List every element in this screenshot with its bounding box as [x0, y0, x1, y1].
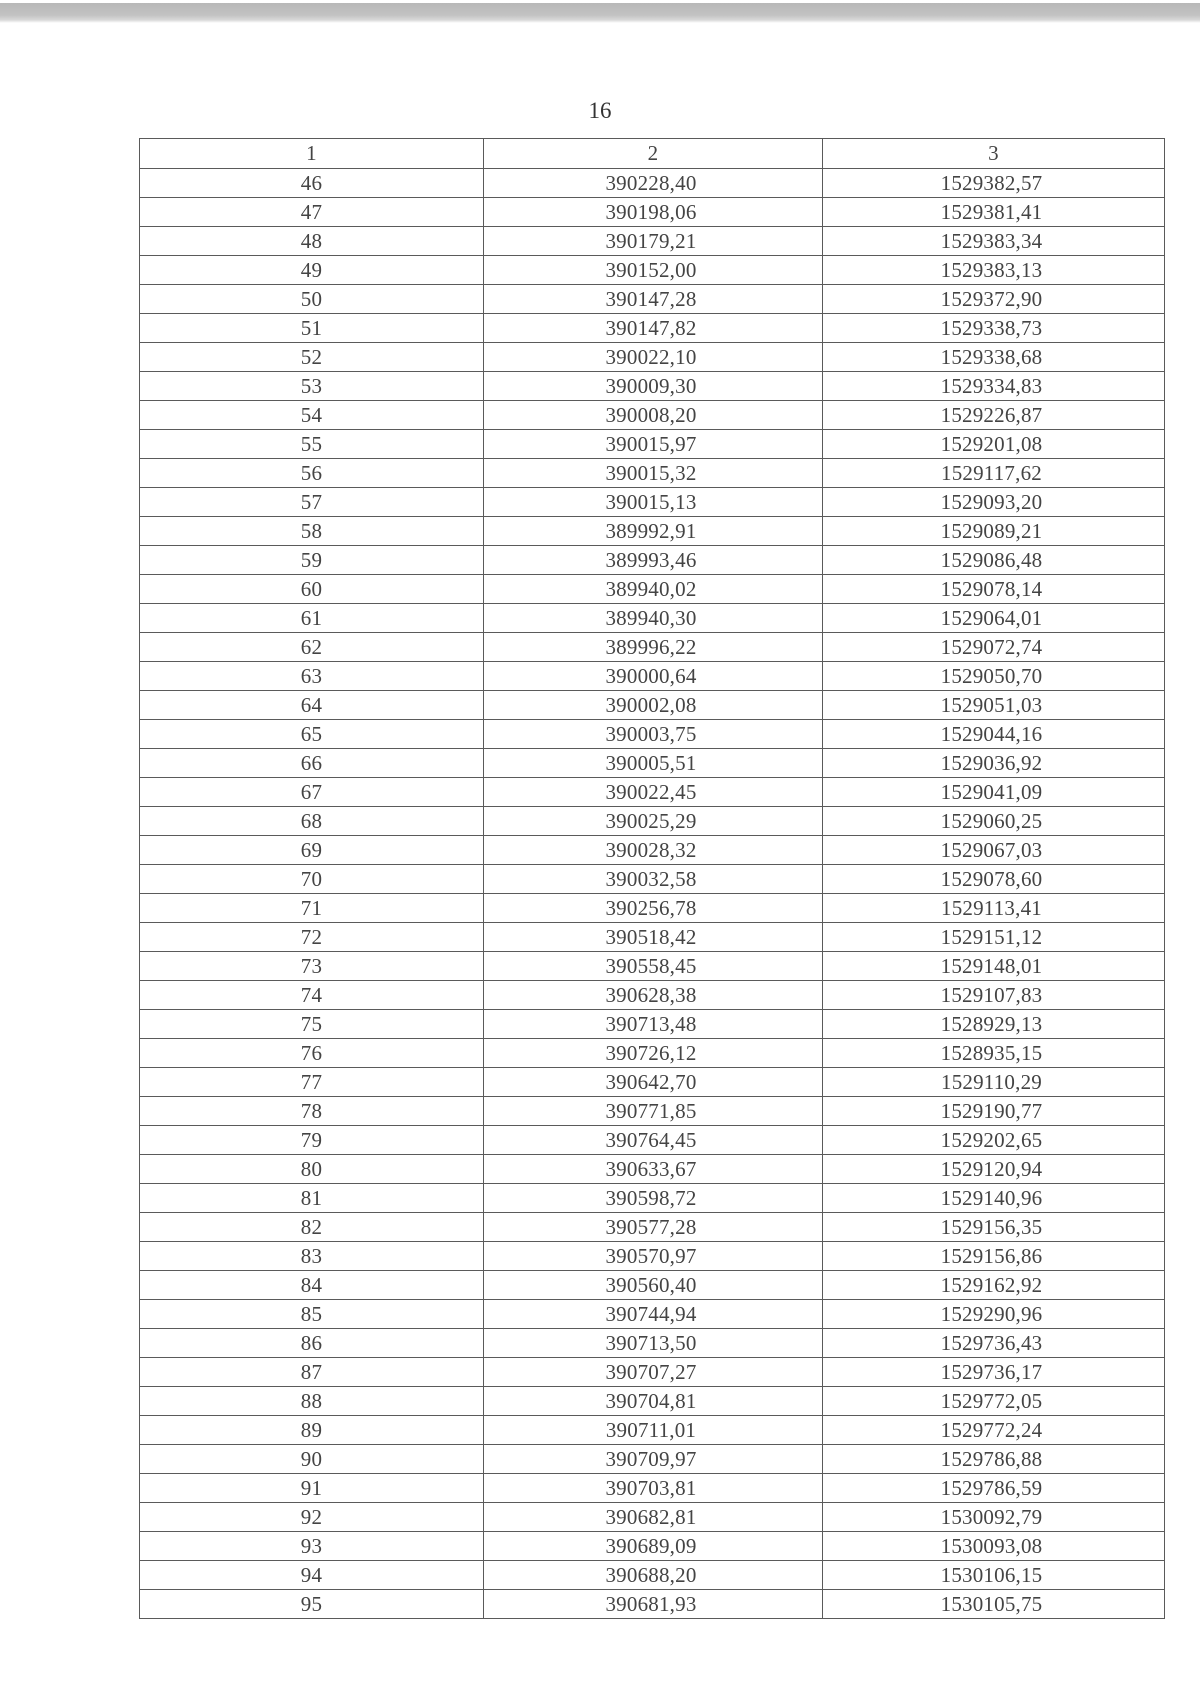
table-row [140, 227, 1165, 256]
point-number-cell: 77 [140, 1068, 484, 1097]
point-number-cell: 66 [140, 749, 484, 778]
table-row [140, 865, 1165, 894]
coordinate-x-cell: 390711,01 [484, 1416, 823, 1445]
table-row [140, 1503, 1165, 1532]
column-header-2: 2 [484, 139, 823, 169]
coordinate-x-cell: 390228,40 [484, 169, 823, 198]
coordinate-x-cell: 390707,27 [484, 1358, 823, 1387]
coordinate-y-cell: 1529044,16 [823, 720, 1165, 749]
coordinates-table-wrapper [139, 138, 1164, 1619]
coordinate-y-cell: 1530105,75 [823, 1590, 1165, 1619]
column-header-1: 1 [140, 139, 484, 169]
coordinate-x-cell: 390025,29 [484, 807, 823, 836]
table-row [140, 1416, 1165, 1445]
coordinate-y-cell: 1529381,41 [823, 198, 1165, 227]
page-number: 16 [588, 98, 612, 123]
table-row [140, 256, 1165, 285]
coordinate-y-cell: 1529051,03 [823, 691, 1165, 720]
coordinate-x-cell: 390256,78 [484, 894, 823, 923]
table-row [140, 923, 1165, 952]
column-header-3: 3 [823, 139, 1165, 169]
coordinate-y-cell: 1529383,34 [823, 227, 1165, 256]
table-row [140, 807, 1165, 836]
coordinate-x-cell: 390598,72 [484, 1184, 823, 1213]
point-number-cell: 69 [140, 836, 484, 865]
coordinate-y-cell: 1529110,29 [823, 1068, 1165, 1097]
coordinate-x-cell: 390198,06 [484, 198, 823, 227]
coordinate-x-cell: 390008,20 [484, 401, 823, 430]
coordinate-x-cell: 390147,82 [484, 314, 823, 343]
point-number-cell: 91 [140, 1474, 484, 1503]
table-row [140, 1242, 1165, 1271]
table-row [140, 778, 1165, 807]
coordinate-x-cell: 389992,91 [484, 517, 823, 546]
table-row [140, 343, 1165, 372]
coordinate-y-cell: 1529202,65 [823, 1126, 1165, 1155]
coordinate-x-cell: 390028,32 [484, 836, 823, 865]
coordinate-y-cell: 1529078,14 [823, 575, 1165, 604]
table-row [140, 1590, 1165, 1619]
coordinate-x-cell: 390682,81 [484, 1503, 823, 1532]
coordinate-y-cell: 1529334,83 [823, 372, 1165, 401]
coordinate-x-cell: 390002,08 [484, 691, 823, 720]
coordinates-table [139, 138, 1165, 1619]
table-row [140, 1184, 1165, 1213]
table-row [140, 633, 1165, 662]
point-number-cell: 87 [140, 1358, 484, 1387]
point-number-cell: 82 [140, 1213, 484, 1242]
coordinate-y-cell: 1529772,05 [823, 1387, 1165, 1416]
coordinate-x-cell: 389996,22 [484, 633, 823, 662]
table-row [140, 372, 1165, 401]
table-row [140, 720, 1165, 749]
table-row [140, 546, 1165, 575]
coordinate-x-cell: 390152,00 [484, 256, 823, 285]
coordinate-y-cell: 1529120,94 [823, 1155, 1165, 1184]
coordinate-y-cell: 1529041,09 [823, 778, 1165, 807]
table-row [140, 1474, 1165, 1503]
coordinate-x-cell: 390726,12 [484, 1039, 823, 1068]
coordinate-y-cell: 1529060,25 [823, 807, 1165, 836]
coordinate-y-cell: 1529736,43 [823, 1329, 1165, 1358]
coordinate-x-cell: 390713,48 [484, 1010, 823, 1039]
table-row [140, 1300, 1165, 1329]
point-number-cell: 88 [140, 1387, 484, 1416]
coordinate-x-cell: 390518,42 [484, 923, 823, 952]
coordinate-y-cell: 1529072,74 [823, 633, 1165, 662]
coordinate-y-cell: 1529786,59 [823, 1474, 1165, 1503]
table-row [140, 459, 1165, 488]
coordinate-y-cell: 1529201,08 [823, 430, 1165, 459]
coordinate-x-cell: 389940,02 [484, 575, 823, 604]
table-row [140, 1097, 1165, 1126]
point-number-cell: 65 [140, 720, 484, 749]
table-row [140, 285, 1165, 314]
table-row [140, 604, 1165, 633]
coordinate-x-cell: 390709,97 [484, 1445, 823, 1474]
coordinate-x-cell: 390764,45 [484, 1126, 823, 1155]
coordinate-y-cell: 1529067,03 [823, 836, 1165, 865]
coordinate-y-cell: 1530092,79 [823, 1503, 1165, 1532]
point-number-cell: 90 [140, 1445, 484, 1474]
table-row [140, 836, 1165, 865]
coordinate-y-cell: 1529117,62 [823, 459, 1165, 488]
coordinate-y-cell: 1530093,08 [823, 1532, 1165, 1561]
coordinate-x-cell: 390179,21 [484, 227, 823, 256]
coordinate-x-cell: 389993,46 [484, 546, 823, 575]
table-row [140, 1387, 1165, 1416]
point-number-cell: 95 [140, 1590, 484, 1619]
point-number-cell: 62 [140, 633, 484, 662]
point-number-cell: 86 [140, 1329, 484, 1358]
table-row [140, 169, 1165, 198]
point-number-cell: 48 [140, 227, 484, 256]
coordinate-x-cell: 390628,38 [484, 981, 823, 1010]
coordinate-x-cell: 390560,40 [484, 1271, 823, 1300]
table-row [140, 401, 1165, 430]
point-number-cell: 68 [140, 807, 484, 836]
table-row [140, 1561, 1165, 1590]
point-number-cell: 60 [140, 575, 484, 604]
table-row [140, 1271, 1165, 1300]
coordinate-x-cell: 390744,94 [484, 1300, 823, 1329]
point-number-cell: 67 [140, 778, 484, 807]
point-number-cell: 78 [140, 1097, 484, 1126]
point-number-cell: 52 [140, 343, 484, 372]
coordinate-y-cell: 1530106,15 [823, 1561, 1165, 1590]
coordinate-y-cell: 1529338,68 [823, 343, 1165, 372]
coordinate-x-cell: 390713,50 [484, 1329, 823, 1358]
table-row [140, 1068, 1165, 1097]
point-number-cell: 74 [140, 981, 484, 1010]
coordinate-x-cell: 390000,64 [484, 662, 823, 691]
coordinate-y-cell: 1529064,01 [823, 604, 1165, 633]
coordinate-x-cell: 390005,51 [484, 749, 823, 778]
coordinate-y-cell: 1529156,86 [823, 1242, 1165, 1271]
coordinate-y-cell: 1529140,96 [823, 1184, 1165, 1213]
table-row [140, 1010, 1165, 1039]
point-number-cell: 93 [140, 1532, 484, 1561]
coordinate-y-cell: 1528935,15 [823, 1039, 1165, 1068]
point-number-cell: 81 [140, 1184, 484, 1213]
coordinate-x-cell: 390577,28 [484, 1213, 823, 1242]
point-number-cell: 72 [140, 923, 484, 952]
point-number-cell: 57 [140, 488, 484, 517]
scan-edge-bar [0, 3, 1200, 23]
coordinate-x-cell: 390703,81 [484, 1474, 823, 1503]
point-number-cell: 64 [140, 691, 484, 720]
point-number-cell: 53 [140, 372, 484, 401]
coordinate-y-cell: 1529382,57 [823, 169, 1165, 198]
coordinate-y-cell: 1529156,35 [823, 1213, 1165, 1242]
coordinate-y-cell: 1528929,13 [823, 1010, 1165, 1039]
coordinate-y-cell: 1529290,96 [823, 1300, 1165, 1329]
coordinate-x-cell: 390015,13 [484, 488, 823, 517]
table-row [140, 691, 1165, 720]
point-number-cell: 75 [140, 1010, 484, 1039]
table-row [140, 488, 1165, 517]
coordinate-y-cell: 1529151,12 [823, 923, 1165, 952]
table-body [140, 169, 1165, 1619]
table-row [140, 1039, 1165, 1068]
coordinate-x-cell: 390570,97 [484, 1242, 823, 1271]
table-row [140, 575, 1165, 604]
point-number-cell: 58 [140, 517, 484, 546]
coordinate-x-cell: 390022,10 [484, 343, 823, 372]
point-number-cell: 73 [140, 952, 484, 981]
point-number-cell: 46 [140, 169, 484, 198]
point-number-cell: 85 [140, 1300, 484, 1329]
point-number-cell: 79 [140, 1126, 484, 1155]
point-number-cell: 89 [140, 1416, 484, 1445]
table-row [140, 1155, 1165, 1184]
table-row [140, 517, 1165, 546]
table-row [140, 198, 1165, 227]
table-row [140, 1358, 1165, 1387]
point-number-cell: 92 [140, 1503, 484, 1532]
coordinate-y-cell: 1529226,87 [823, 401, 1165, 430]
coordinate-x-cell: 390642,70 [484, 1068, 823, 1097]
point-number-cell: 63 [140, 662, 484, 691]
coordinate-x-cell: 390688,20 [484, 1561, 823, 1590]
table-row [140, 1329, 1165, 1358]
table-row [140, 952, 1165, 981]
coordinate-y-cell: 1529736,17 [823, 1358, 1165, 1387]
coordinate-y-cell: 1529772,24 [823, 1416, 1165, 1445]
coordinate-y-cell: 1529338,73 [823, 314, 1165, 343]
coordinate-y-cell: 1529086,48 [823, 546, 1165, 575]
point-number-cell: 59 [140, 546, 484, 575]
point-number-cell: 49 [140, 256, 484, 285]
point-number-cell: 94 [140, 1561, 484, 1590]
point-number-cell: 56 [140, 459, 484, 488]
point-number-cell: 84 [140, 1271, 484, 1300]
coordinate-x-cell: 390015,97 [484, 430, 823, 459]
coordinate-x-cell: 390633,67 [484, 1155, 823, 1184]
coordinate-x-cell: 389940,30 [484, 604, 823, 633]
table-row [140, 1213, 1165, 1242]
point-number-cell: 55 [140, 430, 484, 459]
coordinate-x-cell: 390015,32 [484, 459, 823, 488]
coordinate-y-cell: 1529036,92 [823, 749, 1165, 778]
table-row [140, 749, 1165, 778]
coordinate-y-cell: 1529093,20 [823, 488, 1165, 517]
point-number-cell: 51 [140, 314, 484, 343]
table-header-row [140, 139, 1165, 169]
coordinate-x-cell: 390704,81 [484, 1387, 823, 1416]
coordinate-x-cell: 390771,85 [484, 1097, 823, 1126]
coordinate-y-cell: 1529113,41 [823, 894, 1165, 923]
coordinate-y-cell: 1529078,60 [823, 865, 1165, 894]
coordinate-y-cell: 1529050,70 [823, 662, 1165, 691]
point-number-cell: 71 [140, 894, 484, 923]
table-row [140, 1445, 1165, 1474]
table-row [140, 430, 1165, 459]
point-number-cell: 80 [140, 1155, 484, 1184]
coordinate-y-cell: 1529162,92 [823, 1271, 1165, 1300]
coordinate-y-cell: 1529107,83 [823, 981, 1165, 1010]
coordinate-x-cell: 390689,09 [484, 1532, 823, 1561]
point-number-cell: 50 [140, 285, 484, 314]
point-number-cell: 54 [140, 401, 484, 430]
coordinate-x-cell: 390681,93 [484, 1590, 823, 1619]
coordinate-x-cell: 390147,28 [484, 285, 823, 314]
coordinate-y-cell: 1529190,77 [823, 1097, 1165, 1126]
coordinate-x-cell: 390022,45 [484, 778, 823, 807]
coordinate-y-cell: 1529786,88 [823, 1445, 1165, 1474]
coordinate-y-cell: 1529089,21 [823, 517, 1165, 546]
point-number-cell: 61 [140, 604, 484, 633]
point-number-cell: 83 [140, 1242, 484, 1271]
table-row [140, 894, 1165, 923]
point-number-cell: 70 [140, 865, 484, 894]
table-row [140, 314, 1165, 343]
table-row [140, 1532, 1165, 1561]
point-number-cell: 47 [140, 198, 484, 227]
coordinate-x-cell: 390558,45 [484, 952, 823, 981]
coordinate-y-cell: 1529383,13 [823, 256, 1165, 285]
coordinate-x-cell: 390009,30 [484, 372, 823, 401]
coordinate-x-cell: 390032,58 [484, 865, 823, 894]
coordinate-y-cell: 1529148,01 [823, 952, 1165, 981]
coordinate-x-cell: 390003,75 [484, 720, 823, 749]
table-row [140, 662, 1165, 691]
table-row [140, 981, 1165, 1010]
table-row [140, 1126, 1165, 1155]
coordinate-y-cell: 1529372,90 [823, 285, 1165, 314]
point-number-cell: 76 [140, 1039, 484, 1068]
